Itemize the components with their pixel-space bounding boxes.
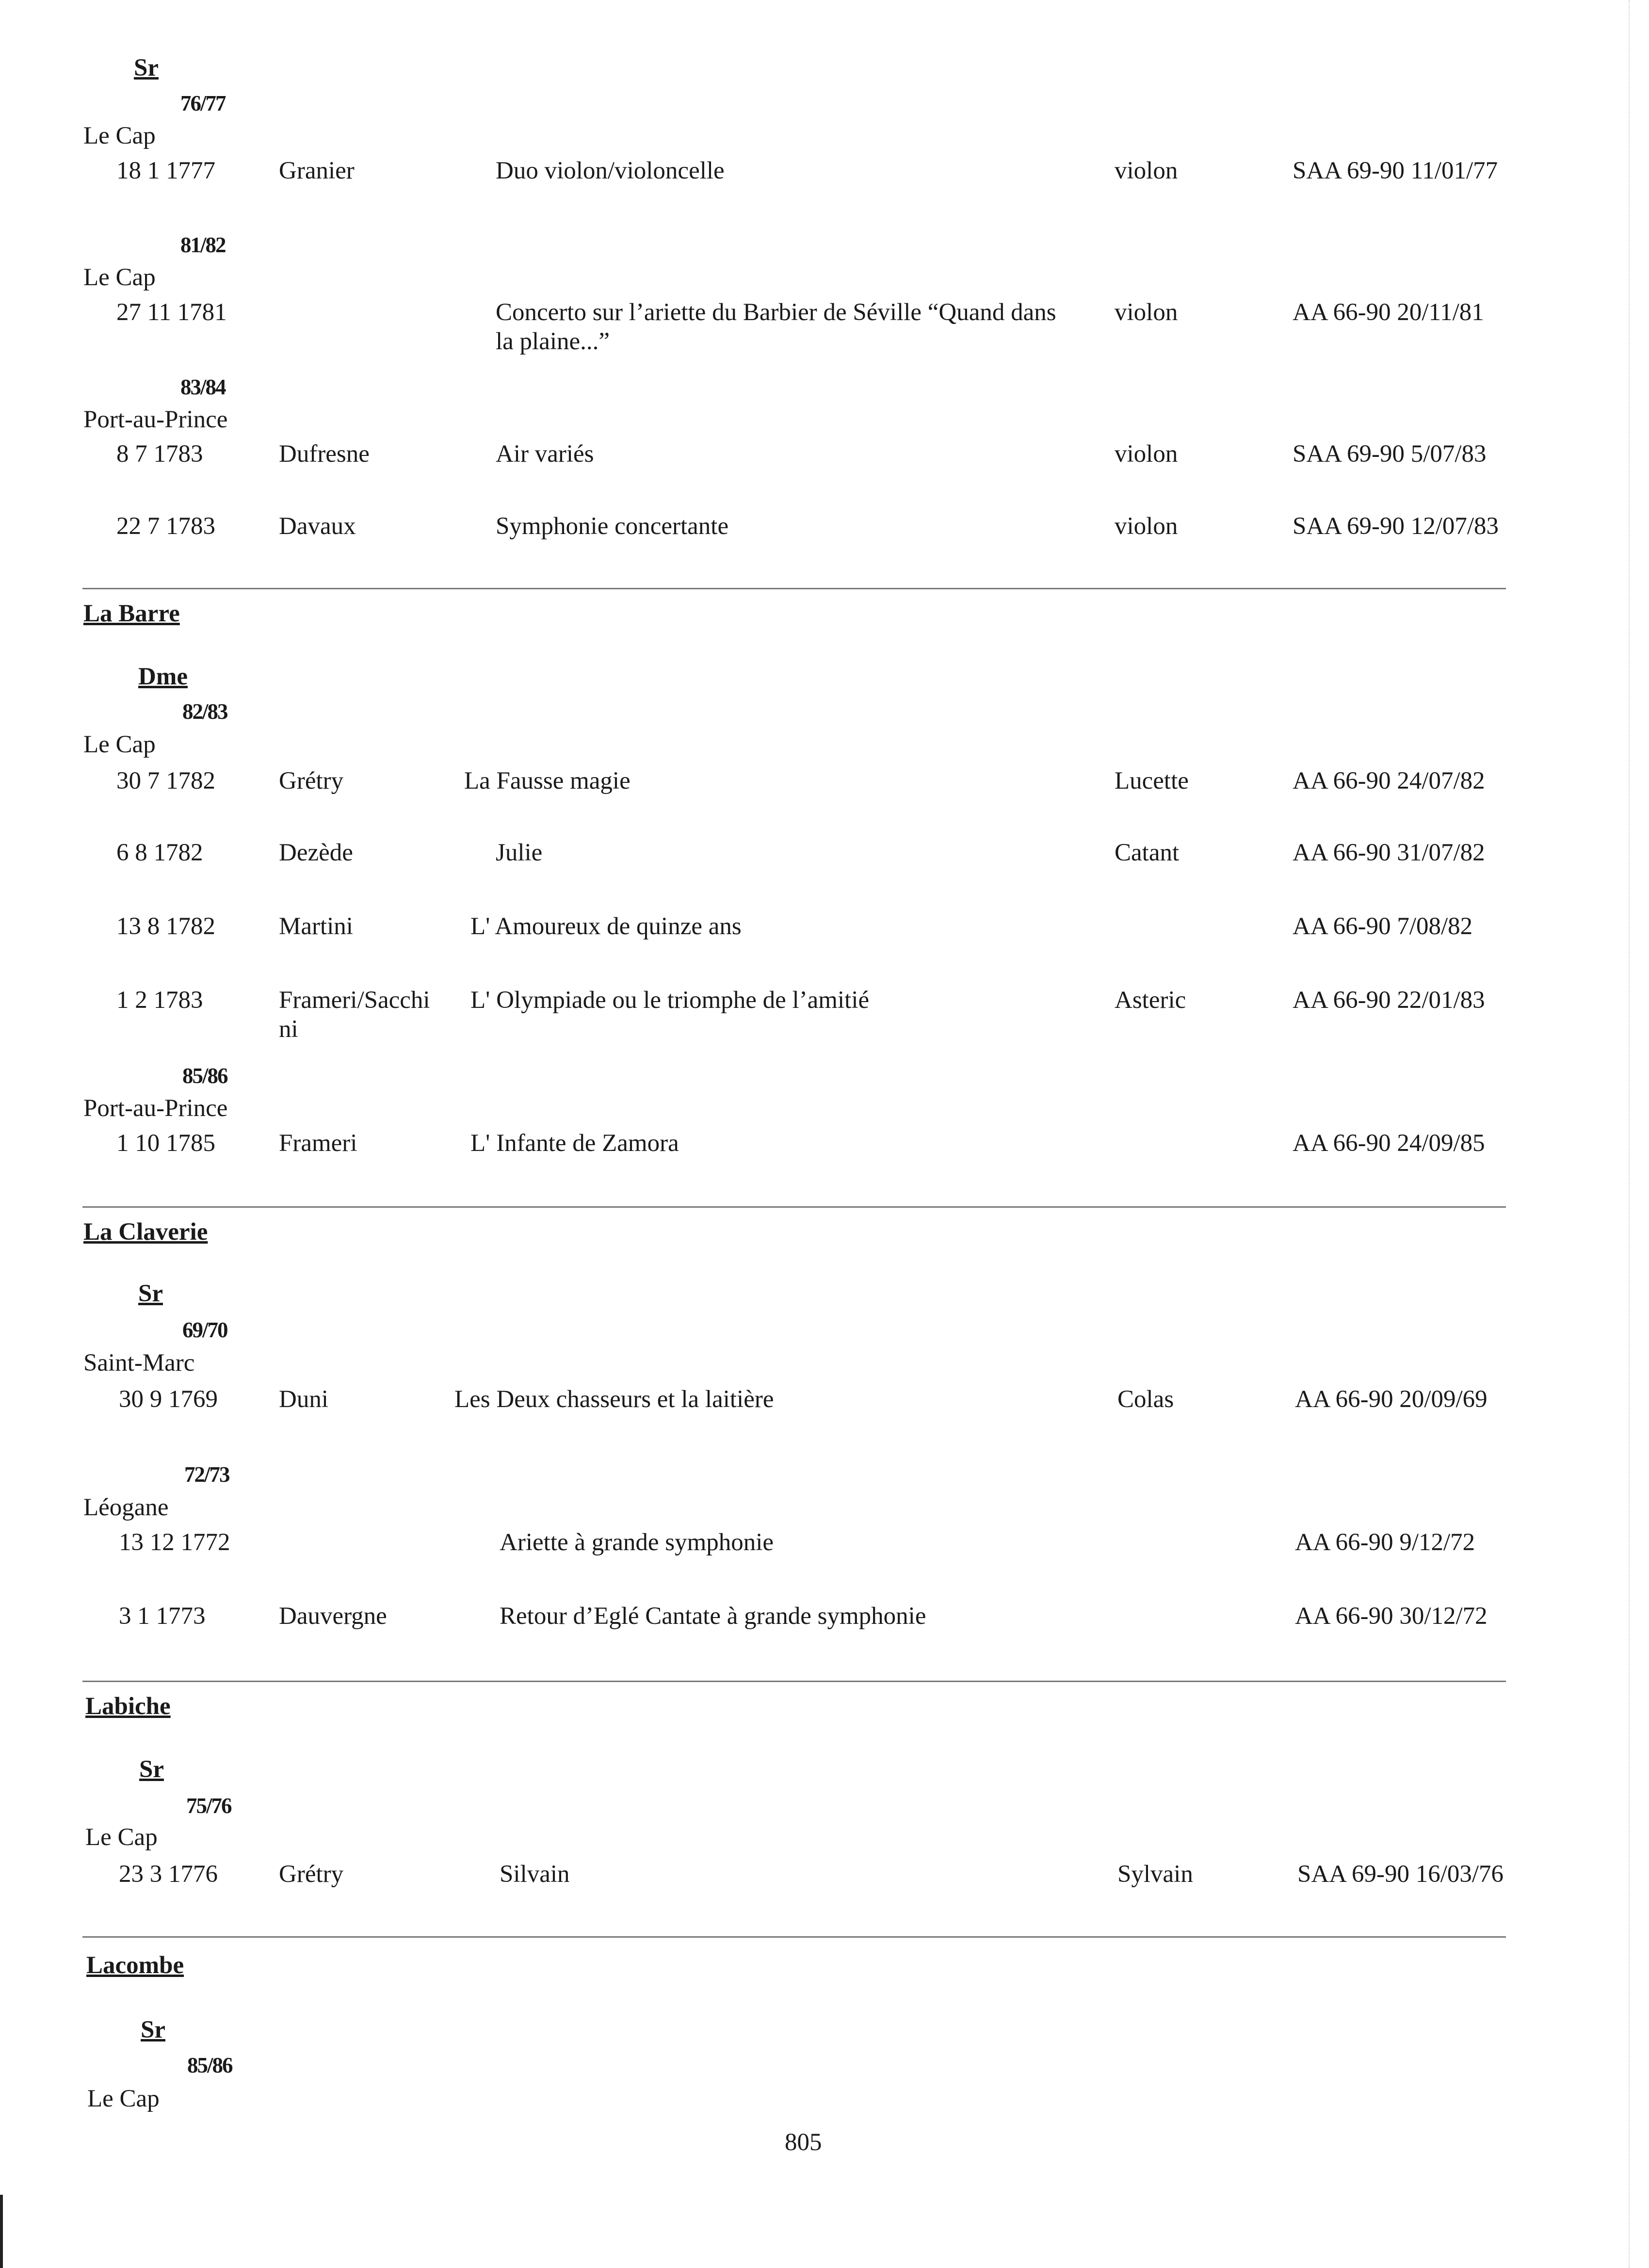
perf-work: Silvain bbox=[500, 1861, 570, 1888]
performer-name: La Claverie bbox=[83, 1218, 208, 1246]
perf-source: AA 66-90 7/08/82 bbox=[1293, 913, 1473, 940]
page-edge bbox=[1628, 0, 1630, 2268]
perf-composer: Martini bbox=[279, 913, 353, 940]
perf-date: 3 1 1773 bbox=[119, 1603, 206, 1630]
place-label: Saint-Marc bbox=[83, 1349, 195, 1377]
perf-work: Air variés bbox=[496, 440, 594, 468]
perf-composer: Grétry bbox=[279, 767, 344, 794]
season-label: 81/82 bbox=[180, 233, 226, 257]
person-title: Dme bbox=[138, 663, 188, 690]
performer-name: La Barre bbox=[83, 600, 180, 627]
perf-role: violon bbox=[1115, 157, 1178, 184]
perf-date: 1 2 1783 bbox=[116, 987, 203, 1014]
perf-date: 30 9 1769 bbox=[119, 1386, 218, 1413]
perf-source: AA 66-90 24/07/82 bbox=[1293, 767, 1485, 794]
section-divider bbox=[82, 1936, 1506, 1938]
person-title: Sr bbox=[141, 2016, 165, 2043]
perf-role: Sylvain bbox=[1117, 1861, 1193, 1888]
perf-composer: Dezède bbox=[279, 839, 353, 866]
place-label: Port-au-Prince bbox=[83, 1095, 228, 1122]
perf-source: SAA 69-90 5/07/83 bbox=[1293, 440, 1487, 468]
perf-source: AA 66-90 22/01/83 bbox=[1293, 987, 1485, 1014]
perf-source: AA 66-90 24/09/85 bbox=[1293, 1130, 1485, 1157]
perf-composer: Grétry bbox=[279, 1861, 344, 1888]
perf-source: AA 66-90 9/12/72 bbox=[1295, 1529, 1475, 1556]
perf-work: Julie bbox=[496, 839, 543, 866]
perf-work: Ariette à grande symphonie bbox=[500, 1529, 774, 1556]
person-title: Sr bbox=[138, 1280, 163, 1307]
perf-composer: Duni bbox=[279, 1386, 328, 1413]
section-divider bbox=[82, 588, 1506, 589]
page-number: 805 bbox=[785, 2129, 822, 2156]
perf-date: 23 3 1776 bbox=[119, 1861, 218, 1888]
person-title: Sr bbox=[139, 1756, 164, 1783]
season-label: 83/84 bbox=[180, 375, 226, 399]
perf-work: Concerto sur l’ariette du Barbier de Séville “Quand dans la plaine...” bbox=[496, 299, 1056, 355]
perf-composer: Davaux bbox=[279, 513, 356, 540]
season-label: 69/70 bbox=[182, 1318, 227, 1342]
perf-date: 13 12 1772 bbox=[119, 1529, 230, 1556]
perf-work: L' Infante de Zamora bbox=[470, 1130, 679, 1157]
perf-composer: Granier bbox=[279, 157, 355, 184]
perf-work: Retour d’Eglé Cantate à grande symphonie bbox=[500, 1603, 926, 1630]
perf-date: 13 8 1782 bbox=[116, 913, 215, 940]
perf-source: AA 66-90 31/07/82 bbox=[1293, 839, 1485, 866]
perf-source: SAA 69-90 12/07/83 bbox=[1293, 513, 1499, 540]
perf-role: violon bbox=[1115, 513, 1178, 540]
season-label: 72/73 bbox=[184, 1462, 229, 1487]
scan-edge-mark bbox=[0, 2195, 3, 2268]
perf-work: Symphonie concertante bbox=[496, 513, 729, 540]
place-label: Le Cap bbox=[85, 1824, 158, 1851]
perf-role: Catant bbox=[1115, 839, 1180, 866]
perf-composer: Dauvergne bbox=[279, 1603, 387, 1630]
place-label: Le Cap bbox=[83, 122, 156, 149]
place-label: Le Cap bbox=[83, 731, 156, 758]
perf-role: Lucette bbox=[1115, 767, 1189, 794]
perf-date: 18 1 1777 bbox=[116, 157, 215, 184]
season-label: 75/76 bbox=[186, 1794, 231, 1818]
place-label: Le Cap bbox=[83, 264, 156, 291]
perf-date: 8 7 1783 bbox=[116, 440, 203, 468]
perf-date: 22 7 1783 bbox=[116, 513, 215, 540]
perf-date: 6 8 1782 bbox=[116, 839, 203, 866]
perf-work: La Fausse magie bbox=[464, 767, 630, 794]
perf-role: Asteric bbox=[1115, 987, 1186, 1014]
place-label: Le Cap bbox=[87, 2085, 160, 2112]
season-label: 85/86 bbox=[182, 1064, 227, 1088]
perf-work: L' Olympiade ou le triomphe de l’amitié bbox=[470, 987, 870, 1014]
perf-role: violon bbox=[1115, 440, 1178, 468]
perf-work: L' Amoureux de quinze ans bbox=[470, 913, 742, 940]
section-divider bbox=[82, 1681, 1506, 1682]
season-label: 85/86 bbox=[187, 2053, 232, 2077]
perf-composer: Frameri/Sacchini bbox=[279, 987, 430, 1043]
perf-source: AA 66-90 20/11/81 bbox=[1293, 299, 1484, 326]
season-label: 76/77 bbox=[180, 91, 226, 115]
person-title: Sr bbox=[134, 54, 159, 81]
performer-name: Labiche bbox=[85, 1693, 171, 1720]
perf-work: Les Deux chasseurs et la laitière bbox=[454, 1386, 774, 1413]
perf-date: 27 11 1781 bbox=[116, 299, 227, 326]
perf-source: AA 66-90 30/12/72 bbox=[1295, 1603, 1487, 1630]
performer-name: Lacombe bbox=[86, 1952, 184, 1979]
perf-composer: Frameri bbox=[279, 1130, 357, 1157]
perf-date: 30 7 1782 bbox=[116, 767, 215, 794]
perf-date: 1 10 1785 bbox=[116, 1130, 215, 1157]
perf-role: Colas bbox=[1117, 1386, 1174, 1413]
perf-source: AA 66-90 20/09/69 bbox=[1295, 1386, 1487, 1413]
perf-source: SAA 69-90 11/01/77 bbox=[1293, 157, 1498, 184]
perf-composer: Dufresne bbox=[279, 440, 370, 468]
perf-role: violon bbox=[1115, 299, 1178, 326]
season-label: 82/83 bbox=[182, 699, 227, 724]
place-label: Léogane bbox=[83, 1494, 169, 1521]
perf-source: SAA 69-90 16/03/76 bbox=[1297, 1861, 1504, 1888]
place-label: Port-au-Prince bbox=[83, 406, 228, 433]
perf-work: Duo violon/violoncelle bbox=[496, 157, 725, 184]
section-divider bbox=[82, 1206, 1506, 1208]
